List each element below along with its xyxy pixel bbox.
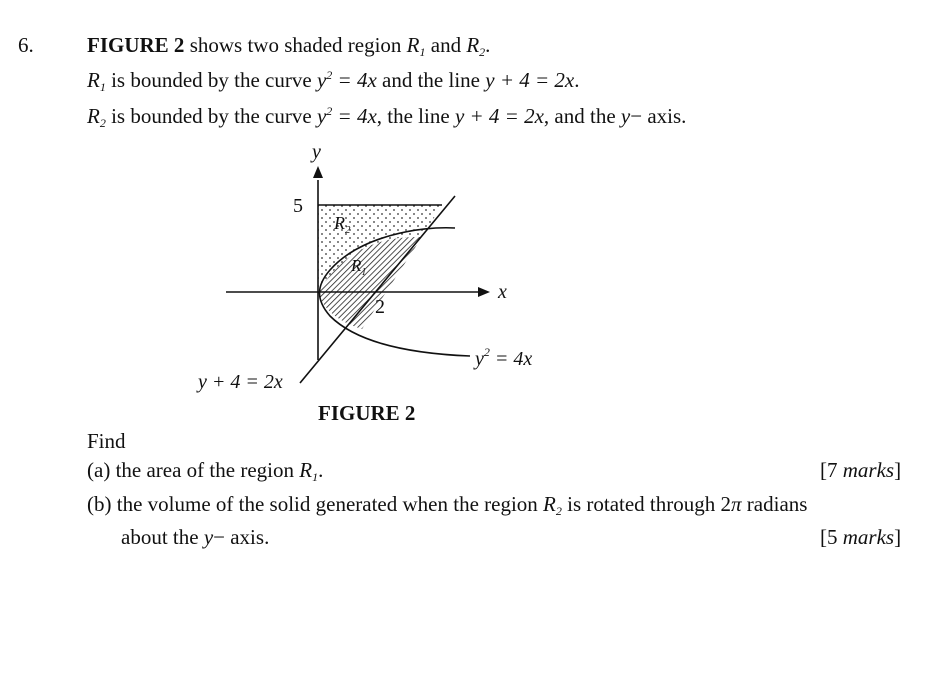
x-axis-label: x (498, 281, 507, 303)
curve-label: $y^2 = 4x$ (475, 345, 533, 370)
part-a-marks: [7 marks] (820, 458, 902, 482)
region-r2-symbol: $R_2$ (466, 33, 486, 59)
r2-definition: $R_2$ is bounded by the curve $y^2 = 4x$, the line y + 4 = 2x, and the y− axis. (87, 104, 687, 130)
r1-definition: $R_1$ is bounded by the curve $y^2 = 4x$ and the line y + 4 = 2x. (87, 68, 580, 94)
region-r1-label: $R_1$ (351, 256, 367, 278)
intro-text: shows two shaded region (189, 33, 402, 57)
axis-symbol: y (620, 104, 631, 128)
part-a-label: (a) (87, 458, 111, 482)
pi-symbol: π (731, 492, 742, 516)
y-axis-label: y (312, 141, 321, 163)
question-number: 6. (18, 33, 34, 57)
curve-equation: $y^2 = 4x$ (316, 104, 377, 128)
part-b: (b) the volume of the solid generated when the region $R_2$ is rotated through 2π radians (87, 492, 808, 518)
part-b-region: $R_2$ (543, 492, 562, 518)
y-axis-arrow-icon (313, 166, 323, 178)
line-equation: y + 4 = 2x (485, 68, 575, 92)
line-equation: y + 4 = 2x (454, 104, 544, 128)
figure-caption: FIGURE 2 (318, 401, 416, 425)
x-axis-arrow-icon (478, 287, 490, 297)
figure-reference: FIGURE 2 (87, 33, 185, 57)
tick-label-2: 2 (375, 296, 385, 318)
region-r1-symbol: $R_1$ (406, 33, 426, 59)
part-b-marks: [5 marks] (820, 525, 902, 549)
find-label: Find (87, 429, 126, 453)
region-r2-label: $R_2$ (334, 213, 351, 236)
r2-symbol: $R_2$ (87, 104, 106, 130)
r1-symbol: $R_1$ (87, 68, 106, 94)
line-label: y + 4 = 2x (198, 371, 283, 393)
part-b-axis: y (203, 525, 214, 549)
part-b-label: (b) (87, 492, 112, 516)
part-b-continuation: about the y− axis. (121, 525, 270, 549)
part-a: (a) the area of the region $R_1$. (87, 458, 324, 484)
curve-equation: $y^2 = 4x$ (316, 68, 377, 92)
question-intro: FIGURE 2 shows two shaded region $R_1$ and $R_2$. (87, 33, 491, 59)
part-a-region: $R_1$ (299, 458, 319, 484)
tick-label-5: 5 (293, 195, 303, 217)
intro-and: and (430, 33, 462, 57)
